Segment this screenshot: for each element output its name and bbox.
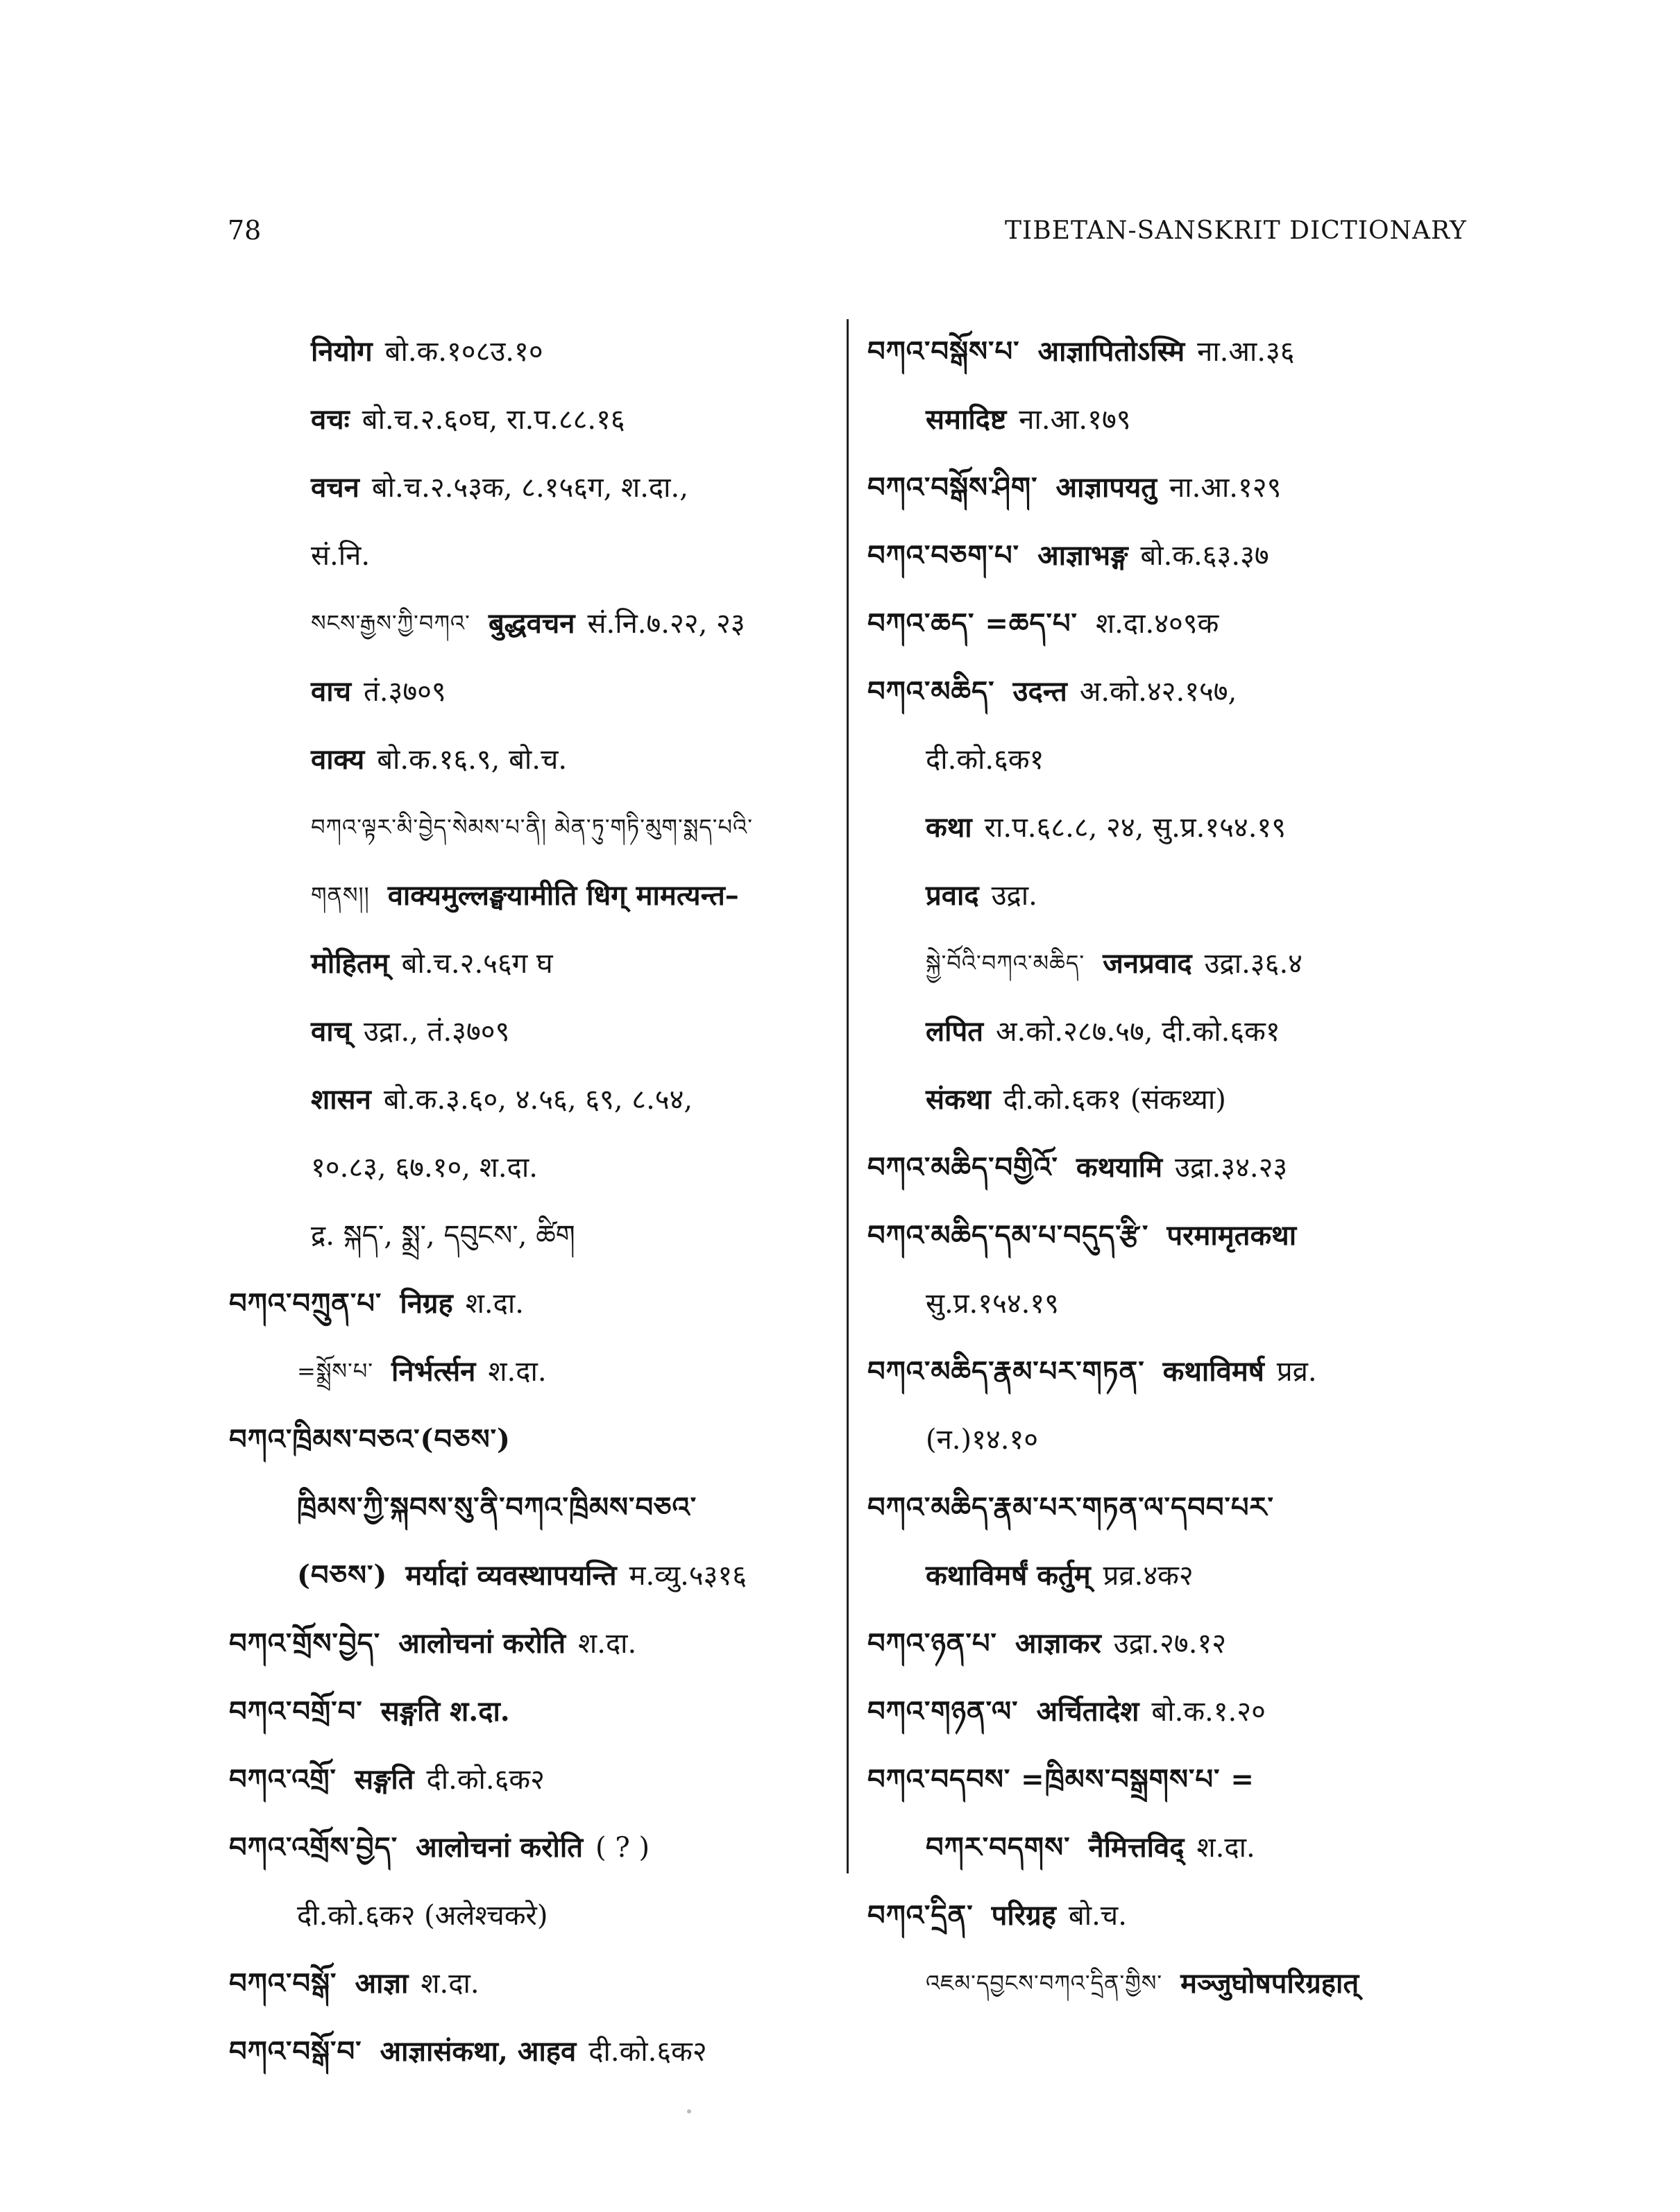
source-reference: श.दा.: [465, 1288, 524, 1320]
dictionary-line: [867, 522, 1506, 590]
dictionary-line: [229, 454, 833, 522]
dictionary-line: [229, 1134, 833, 1202]
source-reference: सु.प्र.१५४.१९: [926, 1288, 1059, 1320]
dictionary-line: [229, 1610, 833, 1678]
sanskrit-equivalent: नियोग: [311, 335, 373, 368]
dictionary-line: [867, 590, 1506, 658]
sanskrit-equivalent: आज्ञासंकथा, आहव: [380, 2035, 577, 2068]
column-divider: [847, 319, 849, 1873]
tibetan-headword: བཀའ་ཁྲིམས་བཅའ་(བཅས་): [229, 1423, 511, 1456]
tibetan-headword: ཁྲིམས་ཀྱི་སྐབས་སུ་ནི་བཀའ་ཁྲིམས་བཅའ་: [297, 1491, 697, 1524]
source-reference: बो.क.१६.९, बो.च.: [377, 744, 568, 776]
dictionary-line: [867, 658, 1506, 726]
page-speck: [687, 2109, 691, 2113]
right-column: [867, 318, 1506, 2018]
dictionary-line: [229, 1678, 833, 1746]
tibetan-headword: བཀའ་བགྲོ་བ་: [229, 1695, 363, 1728]
dictionary-line: [867, 1814, 1506, 1882]
sanskrit-equivalent: निर्भर्त्सन: [391, 1355, 476, 1388]
sanskrit-equivalent: परिग्रह: [991, 1899, 1056, 1932]
dictionary-line: [867, 1542, 1506, 1610]
tibetan-headword: བཀའ་མཆིད་: [867, 675, 995, 708]
tibetan-headword: བཀའ་མཆིད་རྣམ་པར་གཏན་: [867, 1355, 1145, 1388]
dictionary-line: [867, 1746, 1506, 1814]
sanskrit-equivalent: वाक्य: [311, 743, 365, 776]
source-reference: बो.च.: [1068, 1900, 1127, 1932]
dictionary-line: [229, 1746, 833, 1814]
running-title: TIBETAN-SANSKRIT DICTIONARY: [1005, 216, 1467, 245]
source-reference: अ.को.२८७.५७, दी.को.६क१: [996, 1016, 1280, 1048]
sanskrit-equivalent: परमामृतकथा: [1166, 1219, 1297, 1252]
tibetan-headword: བཀའ་མཆིད་དམ་པ་བདུད་རྩི་: [867, 1219, 1149, 1252]
source-reference: दी.को.६क२: [588, 2036, 707, 2068]
dictionary-line: [229, 1542, 833, 1610]
tibetan-headword: བཀའ་ཉན་པ་: [867, 1627, 997, 1660]
sanskrit-equivalent: मोहितम्: [311, 947, 389, 980]
dictionary-line: [229, 1882, 833, 1950]
tibetan-headword: བཀའ་བསྒོ་བ་: [229, 2035, 362, 2068]
source-reference: बो.क.१०८उ.१०: [384, 336, 543, 368]
source-reference: बो.च.२.६०घ, रा.प.८८.१६: [362, 404, 625, 436]
source-reference: ( ? ): [595, 1832, 650, 1864]
tibetan-headword: བཀའ་བསྒོས་པ་: [867, 335, 1020, 368]
dictionary-line: [867, 1406, 1506, 1474]
dictionary-line: [867, 1474, 1506, 1542]
page-number: 78: [228, 215, 262, 246]
left-column: [229, 318, 833, 2086]
dictionary-line: [229, 1474, 833, 1542]
tibetan-headword: བཀའ་དྲིན་: [867, 1899, 974, 1932]
sanskrit-equivalent: कथा: [926, 811, 972, 844]
dictionary-line: [229, 590, 833, 658]
dictionary-line: [867, 726, 1506, 794]
tibetan-headword: (བཅས་): [297, 1559, 388, 1592]
dictionary-line: [867, 454, 1506, 522]
dictionary-line: [229, 1406, 833, 1474]
tibetan-headword: བཀའ་ལྟར་མི་བྱེད་སེམས་པ་ནི། མེན་ཏུ་གཏི་མུག་སྨད་པའི་: [311, 814, 753, 841]
source-reference: श.दा.: [488, 1356, 547, 1388]
source-reference: दी.को.६क२ (अलेश्चकरे): [297, 1900, 548, 1932]
source-reference: बो.क.१.२०: [1151, 1696, 1266, 1728]
source-reference: बो.क.३.६०, ४.५६, ६९, ८.५४,: [383, 1084, 693, 1116]
dictionary-line: [229, 726, 833, 794]
sanskrit-equivalent: आज्ञापयतु: [1055, 471, 1157, 504]
dictionary-line: [229, 658, 833, 726]
sanskrit-equivalent: वचः: [311, 403, 350, 436]
tibetan-headword: =སྨྲོས་པ་: [297, 1358, 373, 1385]
source-reference: उद्रा., तं.३७०९: [364, 1016, 510, 1048]
dictionary-line: [229, 386, 833, 454]
sanskrit-equivalent: कथाविमर्षं कर्तुम्: [926, 1559, 1091, 1592]
sanskrit-equivalent: लपित: [926, 1015, 983, 1048]
sanskrit-equivalent: निग्रह: [400, 1287, 453, 1320]
dictionary-line: [867, 1066, 1506, 1134]
tibetan-headword: བཀའ་བསྒོས་ཤིག་: [867, 471, 1038, 504]
sanskrit-equivalent: नैमित्तविद्: [1088, 1831, 1185, 1864]
dictionary-line: [867, 386, 1506, 454]
tibetan-headword: བཀའ་ཆད་ =ཆད་པ་: [867, 607, 1078, 640]
tibetan-headword: བཀའ་འགྲོ་: [229, 1763, 337, 1796]
dictionary-line: [229, 1338, 833, 1406]
source-reference: सं.नि.: [311, 540, 371, 572]
tibetan-headword: བཀའ་བཅག་པ་: [867, 539, 1020, 572]
sanskrit-equivalent: सङ्गति: [354, 1763, 414, 1796]
source-reference: श.दा.: [1196, 1832, 1255, 1864]
dictionary-line: [867, 318, 1506, 386]
source-reference: उद्रा.: [991, 880, 1037, 912]
tibetan-headword: བཀའ་མཆིད་བགྱིའོ་: [867, 1151, 1058, 1184]
source-reference: म.व्यु.५३१६: [629, 1560, 747, 1592]
sanskrit-equivalent: आलोचनां करोति: [416, 1831, 584, 1864]
dictionary-line: [229, 1270, 833, 1338]
dictionary-line: [867, 794, 1506, 862]
dictionary-line: [867, 1950, 1506, 2018]
dictionary-line: [867, 862, 1506, 930]
dictionary-line: [867, 1610, 1506, 1678]
tibetan-headword: བཀའ་གཉན་ལ་: [867, 1695, 1019, 1728]
sanskrit-equivalent: जनप्रवाद: [1103, 947, 1192, 980]
source-reference: उद्रा.३६.४: [1204, 948, 1303, 980]
source-reference: अ.को.४२.१५७,: [1079, 676, 1237, 708]
sanskrit-equivalent: सङ्गति श.दा.: [380, 1695, 510, 1728]
source-reference: प्रव्र.४क२: [1103, 1560, 1194, 1592]
source-reference: दी.को.६क१ (संकथ्या): [1003, 1084, 1226, 1116]
tibetan-headword: བཀའ་གྲོས་བྱེད་: [229, 1627, 381, 1660]
source-reference: १०.८३, ६७.१०, श.दा.: [311, 1152, 538, 1184]
dictionary-line: [867, 1882, 1506, 1950]
sanskrit-equivalent: संकथा: [926, 1083, 991, 1116]
sanskrit-equivalent: वाच: [311, 675, 351, 708]
dictionary-line: [229, 794, 833, 862]
source-reference: सं.नि.७.२२, २३: [587, 608, 745, 640]
dictionary-line: [229, 1202, 833, 1270]
sanskrit-equivalent: कथयामि: [1076, 1151, 1163, 1184]
sanskrit-equivalent: मञ्जुघोषपरिग्रहात्: [1180, 1967, 1359, 2000]
tibetan-headword: སངས་རྒྱས་ཀྱི་བཀའ་: [311, 610, 470, 637]
source-reference: बो.च.२.५६ग घ: [401, 948, 553, 980]
sanskrit-equivalent: समादिष्ट: [926, 403, 1007, 436]
dictionary-line: [229, 522, 833, 590]
tibetan-headword: གནས།།: [311, 882, 370, 909]
dictionary-line: [867, 1202, 1506, 1270]
dictionary-line: [229, 998, 833, 1066]
source-reference: बो.च.२.५३क, ८.१५६ग, श.दा.,: [371, 472, 688, 504]
sanskrit-equivalent: वचन: [311, 471, 359, 504]
dictionary-line: [867, 1134, 1506, 1202]
source-reference: (न.)१४.१०: [926, 1424, 1039, 1456]
dictionary-line: [229, 862, 833, 930]
sanskrit-equivalent: वाच्: [311, 1015, 351, 1048]
sanskrit-equivalent: कथाविमर्ष: [1162, 1355, 1264, 1388]
dictionary-line: [867, 1678, 1506, 1746]
dictionary-line: [867, 1338, 1506, 1406]
sanskrit-equivalent: बुद्धवचन: [488, 607, 575, 640]
source-reference: श.दा.४०९क: [1095, 608, 1219, 640]
tibetan-headword: བཀར་བདགས་: [926, 1831, 1071, 1864]
tibetan-headword: བཀའ་མཆིད་རྣམ་པར་གཏན་ལ་དབབ་པར་: [867, 1491, 1274, 1524]
sanskrit-equivalent: शासन: [311, 1083, 371, 1116]
tibetan-headword: བཀའ་འགྲོས་བྱེད་: [229, 1831, 398, 1864]
source-reference: द्र. སྐད་, སྨྲ་, དབུངས་, ཚིག: [311, 1220, 575, 1252]
source-reference: दी.को.६क१: [926, 744, 1044, 776]
dictionary-line: [229, 1950, 833, 2018]
source-reference: उद्रा.३४.२३: [1175, 1152, 1288, 1184]
sanskrit-equivalent: प्रवाद: [926, 879, 979, 912]
tibetan-headword: བཀའ་བསྒོ་: [229, 1967, 337, 2000]
dictionary-line: [229, 2018, 833, 2086]
dictionary-line: [867, 998, 1506, 1066]
sanskrit-equivalent: आज्ञा: [355, 1967, 409, 2000]
tibetan-headword: བཀའ་བཀྲུན་པ་: [229, 1287, 382, 1320]
sanskrit-equivalent: अर्चितादेश: [1036, 1695, 1139, 1728]
sanskrit-equivalent: आज्ञाभङ्ग: [1037, 539, 1128, 572]
sanskrit-equivalent: मर्यादां व्यवस्थापयन्ति: [405, 1559, 617, 1592]
source-reference: प्रव्र.: [1276, 1356, 1317, 1388]
sanskrit-equivalent: आज्ञापितोऽस्मि: [1037, 335, 1185, 368]
source-reference: ना.आ.१७९: [1019, 404, 1131, 436]
sanskrit-equivalent: उदन्त: [1012, 675, 1067, 708]
source-reference: श.दा.: [421, 1968, 480, 2000]
sanskrit-equivalent: आलोचनां करोति: [398, 1627, 566, 1660]
tibetan-headword: འཇམ་དབྱངས་བཀའ་དྲིན་གྱིས་: [926, 1970, 1163, 1997]
source-reference: ना.आ.३६: [1197, 336, 1295, 368]
tibetan-headword: བཀའ་བདབས་ =ཁྲིམས་བསྒྲགས་པ་ =: [867, 1763, 1255, 1796]
source-reference: ना.आ.१२९: [1169, 472, 1282, 504]
dictionary-line: [229, 1814, 833, 1882]
dictionary-line: [229, 1066, 833, 1134]
tibetan-headword: སྐྱེ་བོའི་བཀའ་མཆིད་: [926, 950, 1085, 977]
source-reference: रा.प.६८.८, २४, सु.प्र.१५४.१९: [984, 812, 1287, 844]
dictionary-line: [867, 930, 1506, 998]
source-reference: दी.को.६क२: [426, 1764, 545, 1796]
dictionary-line: [229, 318, 833, 386]
source-reference: तं.३७०९: [364, 676, 446, 708]
source-reference: श.दा.: [578, 1628, 637, 1660]
source-reference: बो.क.६३.३७: [1140, 540, 1269, 572]
sanskrit-equivalent: वाक्यमुल्लङ्घयामीति धिग् मामत्यन्त–: [387, 879, 739, 912]
dictionary-line: [867, 1270, 1506, 1338]
sanskrit-equivalent: आज्ञाकर: [1015, 1627, 1101, 1660]
dictionary-line: [229, 930, 833, 998]
source-reference: उद्रा.२७.१२: [1113, 1628, 1227, 1660]
